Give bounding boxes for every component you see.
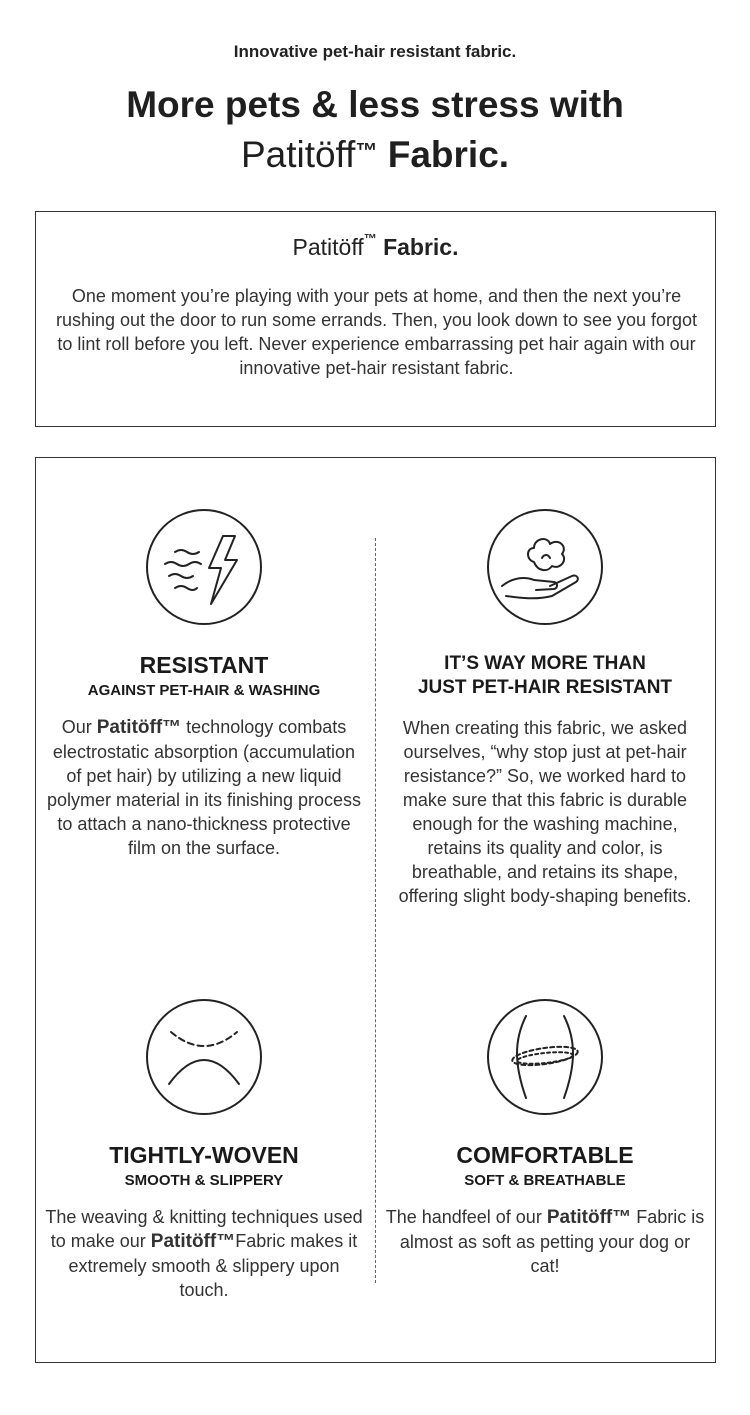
- woven-arcs-icon: [145, 998, 263, 1116]
- feature-body: [385, 1205, 705, 1278]
- body-text: technology combats electrostatic absorption (accumulation of pet hair) by utilizing a new liquid polymer material in its finishing process to attach a nano-thickness protective film on the surface.: [46, 717, 362, 858]
- body-text: Fabric makes it extremely smooth & slippery upon touch.: [68, 1231, 358, 1300]
- feature-title: [385, 652, 705, 700]
- wind-lightning-icon: [145, 508, 263, 626]
- trademark-symbol: ™: [363, 231, 377, 246]
- body-text: The weaving & knitting techniques used to make our: [45, 1207, 363, 1251]
- feature-title: RESISTANT: [139, 652, 269, 678]
- page-headline: [0, 80, 750, 180]
- trademark-symbol: ™: [355, 138, 378, 163]
- hand-cotton-icon: [486, 508, 604, 626]
- feature-title-line: JUST PET-HAIR RESISTANT: [417, 677, 673, 698]
- brand-name: Patitöff: [240, 134, 356, 175]
- feature-title-line: IT’S WAY MORE THAN: [444, 653, 646, 674]
- eyebrow-text: Innovative pet-hair resistant fabric.: [233, 42, 517, 61]
- feature-subtitle: SMOOTH & SLIPPERY: [124, 1172, 284, 1189]
- intro-title: [36, 231, 715, 261]
- body-text: Fabric is almost as soft as petting your dog or cat!: [399, 1207, 705, 1276]
- column-divider: [375, 538, 376, 1283]
- headline-line-1: More pets & less stress with: [126, 84, 624, 125]
- feature-comfortable: [385, 998, 705, 1278]
- feature-body: When creating this fabric, we asked ourselves, “why stop just at pet-hair resistance?” So, we worked hard to make sure that this fabric is durable enough for the washing machine, retains its quality and color, is breathable, and retains its shape, offering slight body-shaping benefits.: [398, 718, 692, 906]
- intro-panel: [35, 211, 716, 427]
- brand-name: Patitöff™: [546, 1207, 632, 1228]
- feature-resistant: [44, 508, 364, 860]
- body-text: The handfeel of our: [385, 1207, 547, 1227]
- feature-tightly-woven: [44, 998, 364, 1302]
- headline-line-2: [0, 130, 750, 180]
- waist-shape-icon: [486, 998, 604, 1116]
- feature-subtitle: SOFT & BREATHABLE: [464, 1172, 626, 1189]
- feature-more-than-resistant: [385, 508, 705, 908]
- intro-text: One moment you’re playing with your pets at home, and then the next you’re rushing out the door to run some errands. Then, you look down to see you forgot to lint roll before you left. Never experience embarrassing pet hair again with our innovative pet-hair resistant fabric.: [55, 286, 698, 378]
- brand-name: Patitöff™: [96, 717, 182, 738]
- body-text: Our: [61, 717, 97, 737]
- features-panel: [35, 457, 716, 1363]
- feature-title: TIGHTLY-WOVEN: [109, 1142, 299, 1168]
- feature-body: [44, 1205, 364, 1302]
- brand-name: Patitöff™: [150, 1231, 236, 1252]
- headline-suffix: Fabric.: [377, 134, 510, 175]
- feature-subtitle: AGAINST PET-HAIR & WASHING: [87, 682, 321, 699]
- feature-body: [44, 715, 364, 860]
- intro-title-suffix: Fabric.: [376, 234, 459, 260]
- brand-name: Patitöff: [292, 234, 364, 260]
- feature-title: COMFORTABLE: [456, 1142, 634, 1168]
